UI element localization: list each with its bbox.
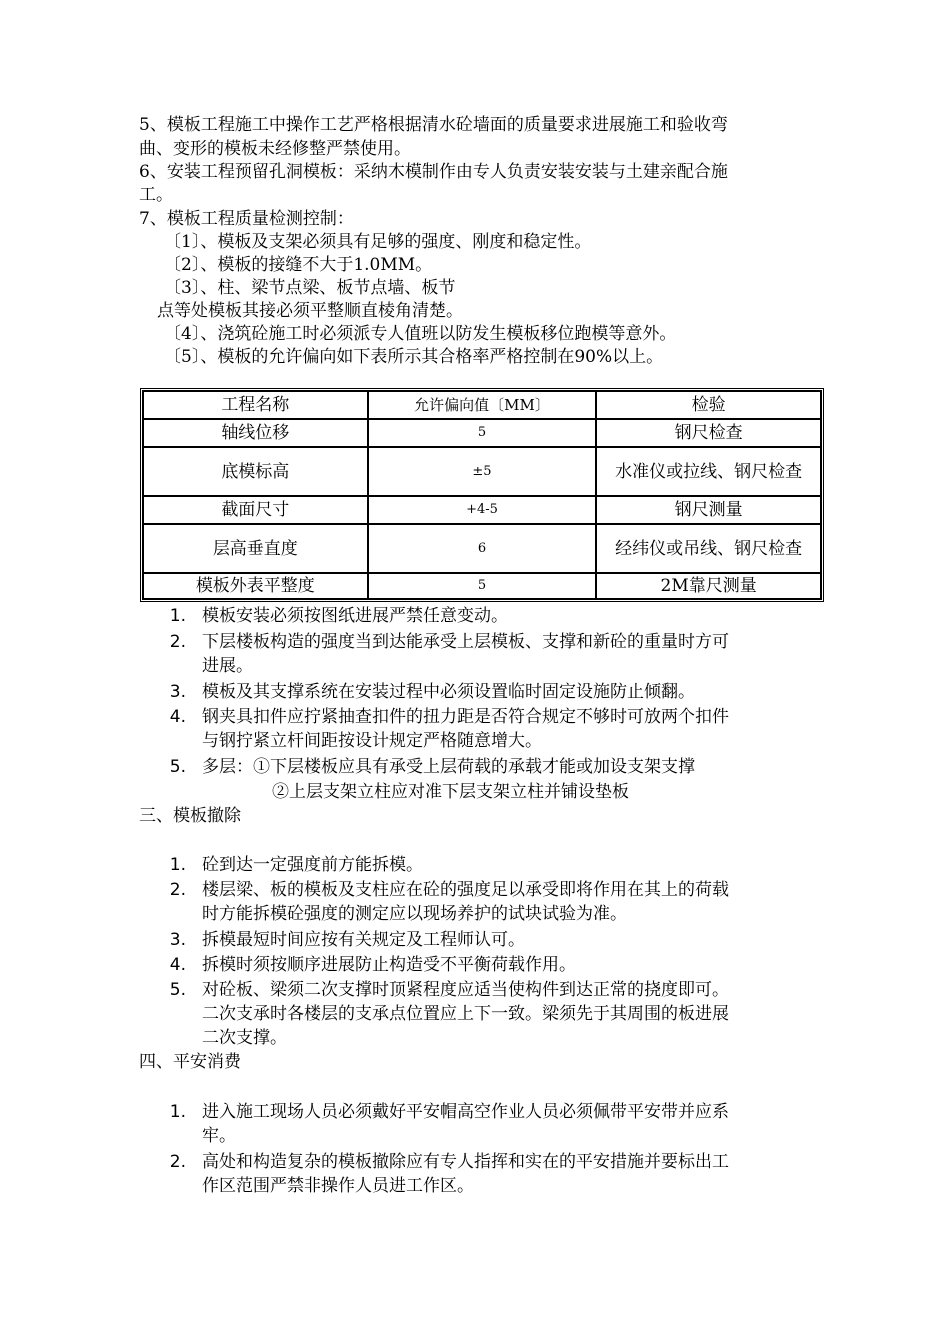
list-item-continuation: 二次支撑。 <box>202 1028 287 1048</box>
table-row <box>143 447 821 496</box>
list-number: 2. <box>169 880 186 900</box>
section-heading-safety: 四、平安消费 <box>139 1052 241 1072</box>
header-inspection: 检验 <box>596 391 821 419</box>
list-item: 楼层梁、板的模板及支柱应在砼的强度足以承受即将作用在其上的荷载 <box>202 880 729 900</box>
list-item: 对砼板、梁须二次支撑时顶紧程度应适当使构件到达正常的挠度即可。 <box>202 980 729 1000</box>
check-item-2: 〔2〕、模板的接缝不大于1.0MM。 <box>164 255 433 275</box>
cell-name: 模板外表平整度 <box>143 573 368 599</box>
table-row <box>143 573 821 599</box>
cell-inspection: 2M靠尺测量 <box>596 573 821 599</box>
header-project-name: 工程名称 <box>143 391 368 419</box>
check-item-5: 〔5〕、模板的允许偏向如下表所示其合格率严格控制在90%以上。 <box>164 347 664 367</box>
list-item-continuation: 作区范围严禁非操作人员进工作区。 <box>202 1176 474 1196</box>
cell-tolerance: 5 <box>368 573 597 599</box>
paragraph-7-heading: 7、模板工程质量检测控制： <box>139 209 354 229</box>
table-row <box>143 419 821 447</box>
list-number: 3. <box>169 682 186 702</box>
list-number: 4. <box>169 955 186 975</box>
list-number: 1. <box>169 1102 186 1122</box>
paragraph-6-line2: 工。 <box>139 185 173 205</box>
cell-tolerance: 5 <box>368 419 597 447</box>
list-item-continuation: 牢。 <box>202 1126 236 1146</box>
list-number: 2. <box>169 632 186 652</box>
table-row <box>143 496 821 524</box>
check-item-3-line1: 〔3〕、柱、梁节点梁、板节点墙、板节 <box>164 278 456 298</box>
list-item: 模板安装必须按图纸进展严禁任意变动。 <box>202 606 508 626</box>
cell-inspection: 钢尺测量 <box>596 496 821 524</box>
section-heading-demolition: 三、模板撤除 <box>139 806 241 826</box>
list-number: 1. <box>169 606 186 626</box>
list-item: 高处和构造复杂的模板撤除应有专人指挥和实在的平安措施并要标出工 <box>202 1152 729 1172</box>
cell-inspection: 钢尺检查 <box>596 419 821 447</box>
list-item-continuation: 二次支承时各楼层的支承点位置应上下一致。梁须先于其周围的板进展 <box>202 1004 729 1024</box>
list-number: 3. <box>169 930 186 950</box>
cell-name: 轴线位移 <box>143 419 368 447</box>
list-item: 砼到达一定强度前方能拆模。 <box>202 855 423 875</box>
list-item-continuation: 时方能拆模砼强度的测定应以现场养护的试块试验为准。 <box>202 904 627 924</box>
list-number: 2. <box>169 1152 186 1172</box>
tolerance-table <box>140 388 824 602</box>
header-tolerance: 允许偏向值〔MM〕 <box>368 391 597 419</box>
paragraph-5-line1: 5、模板工程施工中操作工艺严格根据清水砼墙面的质量要求进展施工和验收弯 <box>139 115 728 135</box>
table-row <box>143 524 821 573</box>
list-item: 多层：①下层楼板应具有承受上层荷载的承载才能或加设支架支撑 <box>202 757 695 777</box>
list-item-continuation: ②上层支架立柱应对准下层支架立柱并铺设垫板 <box>272 782 629 802</box>
cell-inspection: 水准仪或拉线、钢尺检查 <box>596 447 821 496</box>
check-item-3-line2: 点等处模板其接必须平整顺直棱角清楚。 <box>157 301 463 321</box>
list-number: 4. <box>169 707 186 727</box>
list-item: 模板及其支撑系统在安装过程中必须设置临时固定设施防止倾翻。 <box>202 682 695 702</box>
cell-inspection: 经纬仪或吊线、钢尺检查 <box>596 524 821 573</box>
list-item-continuation: 进展。 <box>202 656 253 676</box>
check-item-1: 〔1〕、模板及支架必须具有足够的强度、刚度和稳定性。 <box>164 232 592 252</box>
list-number: 5. <box>169 757 186 777</box>
cell-tolerance: +4-5 <box>368 496 597 524</box>
paragraph-6-line1: 6、安装工程预留孔洞模板：采纳木模制作由专人负责安装安装与土建亲配合施 <box>139 162 728 182</box>
list-item: 拆模时须按顺序进展防止构造受不平衡荷载作用。 <box>202 955 576 975</box>
list-item-continuation: 与钢拧紧立杆间距按设计规定严格随意增大。 <box>202 731 542 751</box>
check-item-4: 〔4〕、浇筑砼施工时必须派专人值班以防发生模板移位跑模等意外。 <box>164 324 677 344</box>
list-number: 5. <box>169 980 186 1000</box>
table-header-row <box>143 391 821 419</box>
list-item: 钢夹具扣件应拧紧抽查扣件的扭力距是否符合规定不够时可放两个扣件 <box>202 707 729 727</box>
list-item: 拆模最短时间应按有关规定及工程师认可。 <box>202 930 525 950</box>
list-number: 1. <box>169 855 186 875</box>
cell-tolerance: ±5 <box>368 447 597 496</box>
list-item: 进入施工现场人员必须戴好平安帽高空作业人员必须佩带平安带并应系 <box>202 1102 729 1122</box>
list-item: 下层楼板构造的强度当到达能承受上层模板、支撑和新砼的重量时方可 <box>202 632 729 652</box>
cell-tolerance: 6 <box>368 524 597 573</box>
cell-name: 层高垂直度 <box>143 524 368 573</box>
cell-name: 底模标高 <box>143 447 368 496</box>
paragraph-5-line2: 曲、变形的模板未经修整严禁使用。 <box>139 139 411 159</box>
cell-name: 截面尺寸 <box>143 496 368 524</box>
